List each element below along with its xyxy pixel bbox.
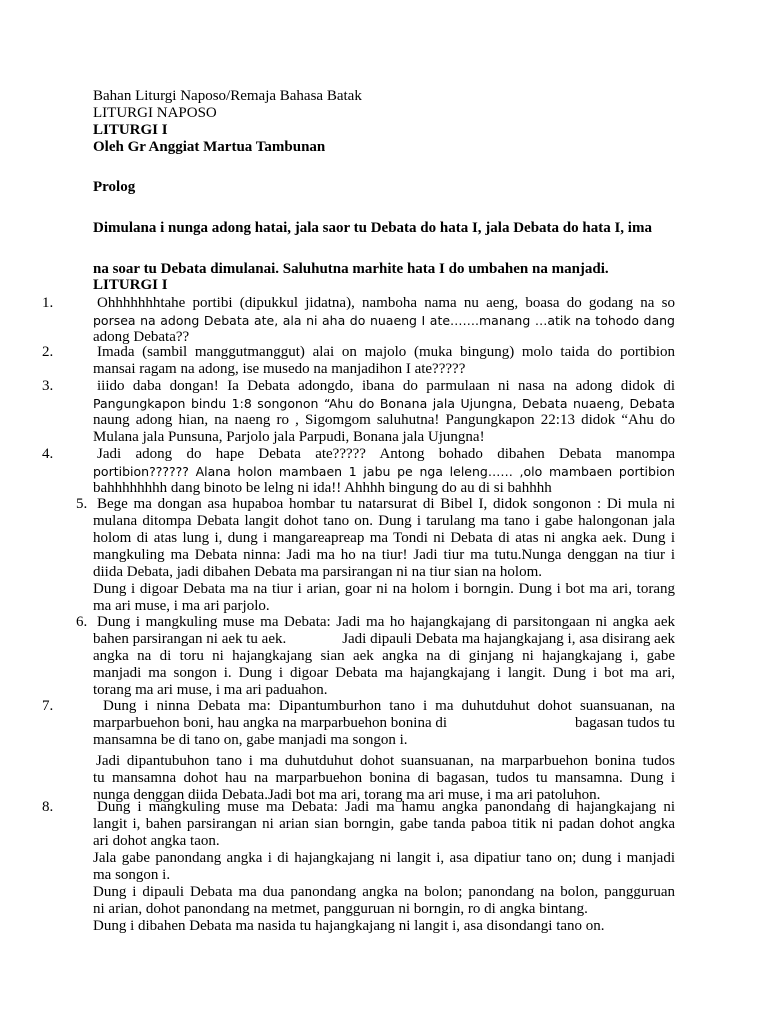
item-line: Jala gabe panondang angka i di hajangkajang ni langit i, asa dipatiur tano on; dung i manjadi xyxy=(93,850,675,866)
item-line: Dung i dibahen Debata ma nasida tu hajangkajang ni langit i, asa disondangi tano on. xyxy=(93,918,605,934)
header-line-3: LITURGI I xyxy=(93,122,168,138)
item-line: ma songon i. xyxy=(93,867,171,883)
item-line: mansai ragam na adong, ise musedo na manjadihon I ate????? xyxy=(93,361,466,377)
list-item xyxy=(93,799,675,935)
item-line: bahhhhhhhh dang binoto be lelng ni ida!! Ahhhh bingung do au di si bahhhh xyxy=(93,480,552,496)
item-line: Dung i mangkuling muse ma Debata: Jadi ma ho hajangkajang di parsitongaan ni angka aek xyxy=(97,614,675,630)
list-item xyxy=(93,344,675,378)
item-line: manjadi ma songon i. Dung i digoar Debata ma hajangkajang i langit. Dung i bot ma ari, xyxy=(93,665,675,681)
item-line: angka na di toru ni hajangkajang sian aek angka na di ginjang ni hajangkajang i, gabe xyxy=(93,648,675,664)
item-line: ni arian, dohot panondang na metmet, pangguruan ni borngin, ro di angka bintang. xyxy=(93,901,588,917)
item-line: mansamna be di tano on, gabe manjadi ma songon i. xyxy=(93,732,408,748)
item-line-part: Jadi dipauli Debata ma hajangkajang i, asa disirang aek xyxy=(342,631,675,647)
item-line: Ohhhhhhhtahe portibi (dipukkul jidatna), namboha nama nu aeng, boasa do godang na so xyxy=(97,295,675,311)
item-line: nunga denggan diida Debata.Jadi bot ma ari, torang ma ari muse, i ma ari patoluhon. xyxy=(93,787,601,803)
list-item xyxy=(93,378,675,446)
item-number: 1. xyxy=(42,295,54,311)
item-line: adong Debata?? xyxy=(93,329,190,345)
document-header xyxy=(93,88,693,156)
list-item xyxy=(93,614,675,699)
item-line: ma ari muse, i ma ari parjolo. xyxy=(93,598,270,614)
item-line: iiido daba dongan! Ia Debata adongdo, ibana do parmulaan ni nasa na adong didok di xyxy=(97,378,675,394)
list-item xyxy=(93,698,675,804)
list-item xyxy=(93,295,675,346)
item-line xyxy=(93,715,675,732)
item-line: naung adong hian, na naeng ro , Sigomgom saluhutna! Pangungkapon 22:13 didok “Ahu do xyxy=(93,412,675,428)
prolog-text-line-2: na soar tu Debata dimulanai. Saluhutna marhite hata I do umbahen na manjadi. xyxy=(93,261,609,277)
item-line: Dung i mangkuling muse ma Debata: Jadi ma hamu angka panondang di hajangkajang ni xyxy=(97,799,675,815)
item-line-part: bahen parsirangan ni aek tu aek. xyxy=(93,631,287,647)
prolog-title: Prolog xyxy=(93,179,136,195)
item-line: Bege ma dongan asa hupaboa hombar tu natarsurat di Bibel I, didok songonon : Di mula ni xyxy=(97,496,675,512)
list-item xyxy=(93,446,675,497)
header-line-4: Oleh Gr Anggiat Martua Tambunan xyxy=(93,139,326,155)
item-line-part: marparbuehon boni, hau angka na marparbuehon bonina di xyxy=(93,715,448,731)
item-number: 7. xyxy=(42,698,54,714)
item-line: Dung i ninna Debata ma: Dipantumburhon tano i ma duhutduhut dohot suansuanan, na xyxy=(103,698,675,714)
header-line-2: LITURGI NAPOSO xyxy=(93,105,217,121)
liturgi-heading: LITURGI I xyxy=(93,277,168,293)
item-line: Imada (sambil manggutmanggut) alai on majolo (muka bingung) molo taida do portibion xyxy=(97,344,675,360)
item-line: ari dohot angka taon. xyxy=(93,833,220,849)
item-line: Dung i digoar Debata ma na tiur i arian, goar ni na holom i borngin. Dung i bot ma ari, torang xyxy=(93,581,675,597)
item-line: holom di atas lung i, dung i mangareapreap ma Tondi ni Debata di atas ni angka aek. Dung i xyxy=(93,530,675,546)
item-line: mulana ditompa Debata langit dohot tano on. Dung i tarulang ma tano i gabe halongonan jala xyxy=(93,513,675,529)
item-line xyxy=(93,631,675,648)
item-line: torang ma ari muse, i ma ari paduahon. xyxy=(93,682,328,698)
item-line-part: bagasan tudos tu xyxy=(575,715,675,731)
header-line-1: Bahan Liturgi Naposo/Remaja Bahasa Batak xyxy=(93,88,362,104)
item-line: mangkuling ma Debata ninna: Jadi ma ho na tiur! Jadi tiur ma tutu.Nunga denggan na tiur i xyxy=(93,547,675,563)
item-line: Dung i dipauli Debata ma dua panondang angka na bolon; panondang na bolon, pangguruan xyxy=(93,884,675,900)
item-number: 3. xyxy=(42,378,54,394)
item-number: 2. xyxy=(42,344,54,360)
item-line: Jadi dipantubuhon tano i ma duhutduhut dohot suansuanan, na marparbuehon bonina tudos xyxy=(96,753,675,769)
prolog-text-line-1: Dimulana i nunga adong hatai, jala saor tu Debata do hata I, jala Debata do hata I, ima xyxy=(93,220,652,236)
item-line: portibion?????? Alana holon mambaen 1 jabu pe nga leleng…… ,olo mambaen portibion xyxy=(93,464,675,479)
item-number: 8. xyxy=(42,799,54,815)
item-line: porsea na adong Debata ate, ala ni aha do nuaeng I ate…….manang …atik na tohodo dang xyxy=(93,313,675,328)
item-number: 6. xyxy=(76,614,88,630)
item-line: diida Debata, jadi dibahen Debata ma parsirangan ni na tiur sian na holom. xyxy=(93,564,543,580)
item-line: Jadi adong do hape Debata ate????? Antong bohado dibahen Debata manompa xyxy=(97,446,675,462)
list-item xyxy=(93,496,675,615)
item-line: Pangungkapon bindu 1:8 songonon “Ahu do Bonana jala Ujungna, Debata nuaeng, Debata xyxy=(93,396,675,411)
item-line: langit i, bahen parsirangan ni arian sian borngin, gabe tanda paboa titik ni padan dohot angka xyxy=(93,816,675,832)
item-line: tu mansamna dohot hau na marparbuehon bonina di bagasan, tudos tu mansamna. Dung i xyxy=(93,770,675,786)
item-line: Mulana jala Punsuna, Parjolo jala Parpudi, Bonana jala Ujungna! xyxy=(93,429,485,445)
item-number: 4. xyxy=(42,446,54,462)
item-number: 5. xyxy=(76,496,88,512)
